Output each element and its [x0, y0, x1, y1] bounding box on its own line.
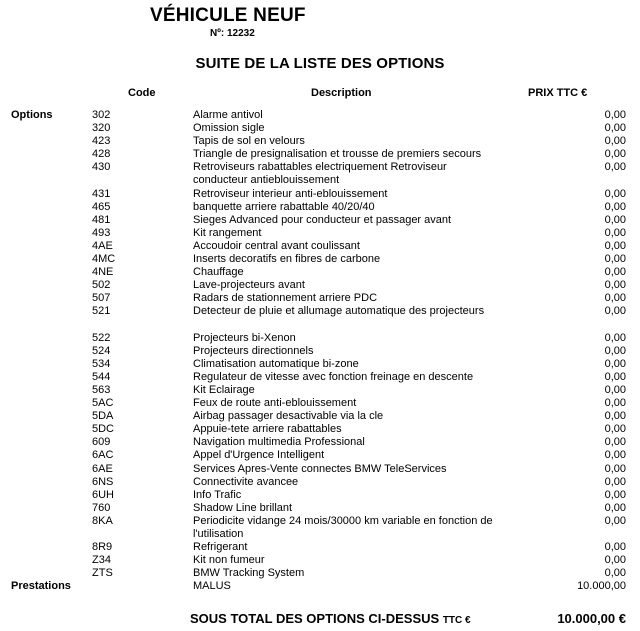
- row-description: Appuie-tete arriere rabattables: [193, 423, 342, 436]
- table-row: [0, 515, 640, 541]
- column-header-price: PRIX TTC €: [528, 87, 588, 99]
- table-row: [0, 227, 640, 240]
- row-description: Services Apres-Vente connectes BMW TeleServices: [193, 462, 447, 475]
- table-row: [0, 358, 640, 371]
- column-header-description: Description: [311, 87, 372, 99]
- row-price: 0,00: [604, 397, 626, 410]
- row-price: 0,00: [604, 148, 626, 161]
- row-code: 563: [92, 383, 111, 396]
- row-description: Info Trafic: [193, 488, 242, 501]
- row-price: 0,00: [604, 331, 626, 344]
- row-price: 0,00: [604, 109, 626, 121]
- row-description: Retroviseur interieur anti-eblouissement: [193, 187, 388, 200]
- table-row: [0, 371, 640, 384]
- table-row: [0, 423, 640, 436]
- table-row: [0, 580, 640, 593]
- row-description: Omission sigle: [193, 122, 265, 135]
- row-code: 6AE: [92, 462, 113, 475]
- row-code: 4NE: [92, 266, 114, 279]
- table-row: [0, 240, 640, 253]
- row-price: 0,00: [604, 383, 626, 396]
- row-section: Prestations: [11, 580, 71, 593]
- row-code: 6UH: [92, 488, 115, 501]
- row-code: 430: [92, 161, 111, 174]
- row-description: Radars de stationnement arriere PDC: [193, 292, 378, 305]
- row-price: 0,00: [604, 213, 626, 226]
- subtotal-value: 10.000,00 €: [557, 611, 626, 626]
- table-row: [0, 292, 640, 305]
- row-price: 0,00: [604, 187, 626, 200]
- row-price: 0,00: [604, 135, 626, 148]
- row-description: Inserts decoratifs en fibres de carbone: [193, 253, 381, 266]
- row-code: 465: [92, 200, 111, 213]
- table-row: [0, 567, 640, 580]
- row-description: Retroviseurs rabattables electriquement Retroviseur conducteur antieblouissement: [193, 161, 447, 187]
- table-row: [0, 397, 640, 410]
- row-price: 0,00: [604, 370, 626, 383]
- row-price: 0,00: [604, 200, 626, 213]
- table-row: [0, 332, 640, 345]
- table-row: [0, 109, 640, 122]
- row-price: 0,00: [604, 357, 626, 370]
- row-description: Regulateur de vitesse avec fonction freinage en descente: [193, 370, 474, 383]
- row-code: ZTS: [92, 567, 113, 580]
- row-code: 428: [92, 148, 111, 161]
- row-code: 502: [92, 279, 111, 292]
- row-price: 0,00: [604, 266, 626, 279]
- row-code: 609: [92, 436, 111, 449]
- row-description: banquette arriere rabattable 40/20/40: [193, 200, 375, 213]
- table-row: [0, 122, 640, 135]
- row-price: 0,00: [604, 344, 626, 357]
- row-price: 0,00: [604, 253, 626, 266]
- row-price: 0,00: [604, 436, 626, 449]
- column-header-code: Code: [128, 87, 156, 99]
- row-price: 0,00: [604, 423, 626, 436]
- row-price: 0,00: [604, 449, 626, 462]
- row-description: Triangle de presignalisation et trousse de premiers secours: [193, 148, 482, 161]
- subtotal-label: [190, 611, 471, 626]
- table-row: [0, 436, 640, 449]
- row-code: 8R9: [92, 541, 113, 554]
- subtotal-currency: TTC €: [442, 615, 471, 626]
- row-description: BMW Tracking System: [193, 567, 305, 580]
- row-code: 8KA: [92, 514, 113, 527]
- table-row: [0, 489, 640, 502]
- table-row: [0, 554, 640, 567]
- table-row: [0, 384, 640, 397]
- row-price: 0,00: [604, 279, 626, 292]
- subtotal-label-text: SOUS TOTAL DES OPTIONS CI-DESSUS: [190, 611, 440, 626]
- row-description: Airbag passager desactivable via la cle: [193, 410, 384, 423]
- row-description: Tapis de sol en velours: [193, 135, 305, 148]
- row-code: 507: [92, 292, 111, 305]
- row-price: 0,00: [604, 122, 626, 135]
- row-code: 760: [92, 501, 111, 514]
- table-row: [0, 188, 640, 201]
- row-code: 521: [92, 305, 111, 318]
- page-title: VÉHICULE NEUF: [150, 5, 306, 26]
- row-price: 0,00: [604, 501, 626, 514]
- row-description: Periodicite vidange 24 mois/30000 km variable en fonction de l'utilisation: [193, 514, 493, 540]
- row-price: 0,00: [604, 410, 626, 423]
- options-table: [0, 109, 640, 593]
- row-code: 302: [92, 109, 111, 121]
- row-code: 493: [92, 226, 111, 239]
- section-title: SUITE DE LA LISTE DES OPTIONS: [195, 55, 445, 72]
- table-row: [0, 266, 640, 279]
- row-description: Projecteurs bi-Xenon: [193, 331, 296, 344]
- row-code: 431: [92, 187, 111, 200]
- row-code: 4MC: [92, 253, 116, 266]
- table-row: [0, 135, 640, 148]
- row-description: Projecteurs directionnels: [193, 344, 314, 357]
- row-code: 524: [92, 344, 111, 357]
- row-code: 481: [92, 213, 111, 226]
- table-row: [0, 279, 640, 292]
- row-price: 0,00: [604, 305, 626, 318]
- row-price: 0,00: [604, 239, 626, 252]
- row-price: 0,00: [604, 488, 626, 501]
- table-row: [0, 253, 640, 266]
- row-code: 6AC: [92, 449, 114, 462]
- row-description: Chauffage: [193, 266, 244, 279]
- row-price: 0,00: [604, 226, 626, 239]
- row-description: Refrigerant: [193, 541, 248, 554]
- row-description: Appel d'Urgence Intelligent: [193, 449, 325, 462]
- row-description: Alarme antivol: [193, 109, 263, 121]
- row-code: 544: [92, 370, 111, 383]
- table-row: [0, 410, 640, 423]
- row-price: 0,00: [604, 161, 626, 174]
- table-row: [0, 449, 640, 462]
- table-row: [0, 214, 640, 227]
- row-code: 522: [92, 331, 111, 344]
- row-price: 0,00: [604, 292, 626, 305]
- row-code: 423: [92, 135, 111, 148]
- table-row: [0, 305, 640, 331]
- table-row: [0, 463, 640, 476]
- row-description: Kit non fumeur: [193, 554, 265, 567]
- row-price: 0,00: [604, 462, 626, 475]
- row-code: 5DA: [92, 410, 114, 423]
- row-code: Z34: [92, 554, 111, 567]
- row-description: Kit Eclairage: [193, 383, 255, 396]
- table-row: [0, 541, 640, 554]
- row-description: Feux de route anti-eblouissement: [193, 397, 357, 410]
- row-description: Kit rangement: [193, 226, 262, 239]
- row-description: Shadow Line brillant: [193, 501, 293, 514]
- row-code: 320: [92, 122, 111, 135]
- row-description: Detecteur de pluie et allumage automatique des projecteurs: [193, 305, 485, 318]
- row-price: 0,00: [604, 554, 626, 567]
- row-description: Climatisation automatique bi-zone: [193, 357, 359, 370]
- row-description: Navigation multimedia Professional: [193, 436, 365, 449]
- table-row: [0, 201, 640, 214]
- table-row: [0, 161, 640, 187]
- document-number: Nº: 12232: [210, 28, 255, 39]
- row-description: MALUS: [193, 580, 231, 593]
- row-code: 6NS: [92, 475, 114, 488]
- row-code: 4AE: [92, 239, 113, 252]
- table-row: [0, 476, 640, 489]
- row-description: Connectivite avancee: [193, 475, 299, 488]
- row-code: 5AC: [92, 397, 114, 410]
- row-price: 0,00: [604, 514, 626, 527]
- table-row: [0, 345, 640, 358]
- row-description: Lave-projecteurs avant: [193, 279, 305, 292]
- row-section: Options: [11, 109, 53, 121]
- row-price: 0,00: [604, 567, 626, 580]
- row-price: 0,00: [604, 475, 626, 488]
- table-row: [0, 148, 640, 161]
- row-description: Sieges Advanced pour conducteur et passager avant: [193, 213, 452, 226]
- row-code: 5DC: [92, 423, 115, 436]
- row-description: Accoudoir central avant coulissant: [193, 239, 360, 252]
- row-code: 534: [92, 357, 111, 370]
- table-row: [0, 502, 640, 515]
- row-price: 10.000,00: [577, 580, 626, 593]
- row-price: 0,00: [604, 541, 626, 554]
